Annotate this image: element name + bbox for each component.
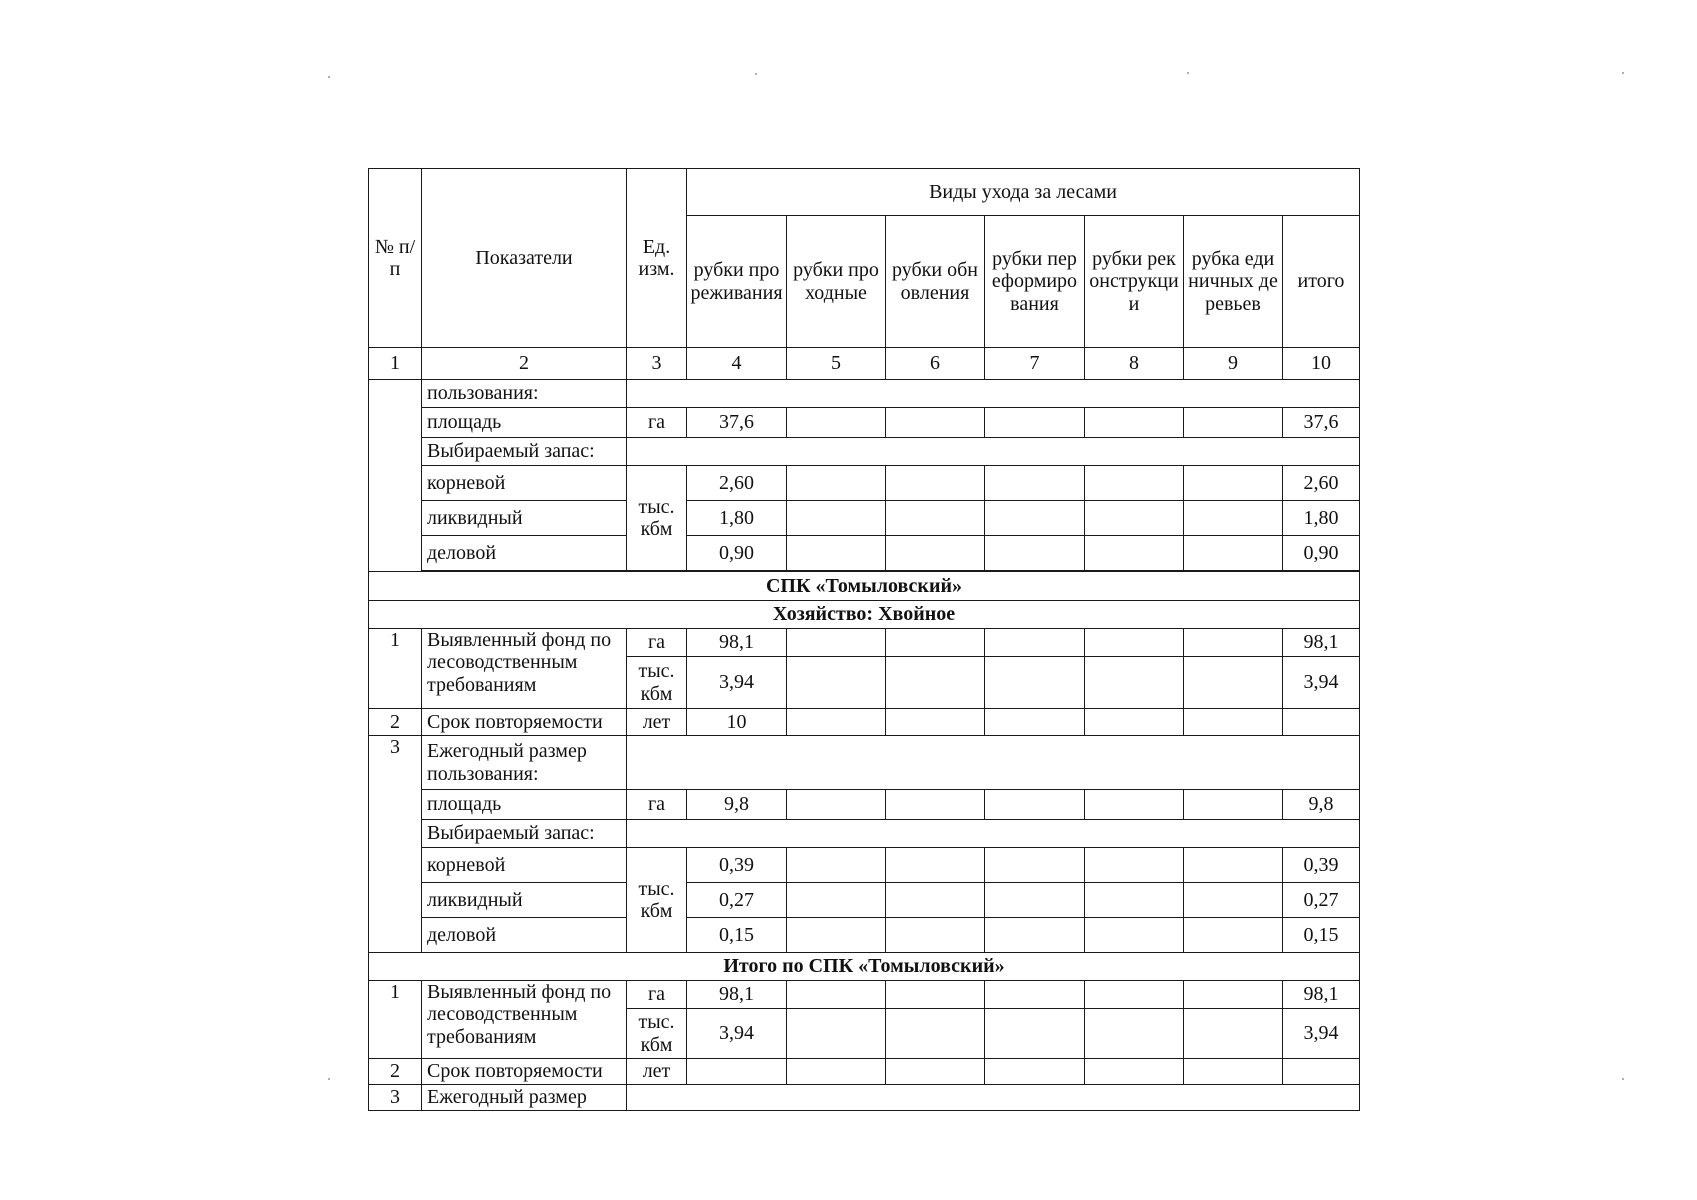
value-cell: 98,1 [687, 629, 787, 657]
empty-cell [787, 848, 886, 883]
col-number: 9 [1184, 348, 1283, 380]
empty-cell [1184, 466, 1283, 501]
empty-span [627, 820, 1360, 848]
empty-cell [886, 466, 985, 501]
empty-cell [985, 408, 1085, 438]
empty-cell [985, 1009, 1085, 1059]
empty-cell [1085, 629, 1184, 657]
header-type-reformation: рубки переформирования [985, 216, 1085, 348]
scan-speck [755, 73, 757, 75]
empty-cell [985, 918, 1085, 953]
area-label: площадь [422, 790, 627, 820]
header-type-reconstruction: рубки реконструкции [1085, 216, 1184, 348]
total-cell: 37,6 [1283, 408, 1360, 438]
empty-cell [1184, 848, 1283, 883]
annual-label: Ежегодный размер пользования: [422, 736, 627, 790]
empty-cell [1184, 501, 1283, 536]
total-cell: 0,27 [1283, 883, 1360, 918]
empty-cell [985, 709, 1085, 736]
empty-cell [985, 657, 1085, 709]
business-label: деловой [422, 918, 627, 953]
root-label: корневой [422, 466, 627, 501]
row-number: 3 [369, 736, 422, 953]
empty-cell [985, 790, 1085, 820]
header-indicator: Показатели [422, 169, 627, 348]
empty-cell [1283, 1059, 1360, 1085]
fund-label: Выявленный фонд по лесоводственным требованиям [422, 981, 627, 1059]
empty-cell [787, 501, 886, 536]
row-number: 2 [369, 709, 422, 736]
empty-cell [1085, 918, 1184, 953]
unit-cell: тыс. кбм [627, 1009, 687, 1059]
unit-cell: га [627, 408, 687, 438]
empty-cell [886, 536, 985, 571]
empty-cell [787, 1009, 886, 1059]
empty-cell [1085, 848, 1184, 883]
root-label: корневой [422, 848, 627, 883]
business-label: деловой [422, 536, 627, 571]
area-label: площадь [422, 408, 627, 438]
row-number: 1 [369, 629, 422, 709]
empty-cell [1085, 709, 1184, 736]
empty-cell [1085, 883, 1184, 918]
empty-cell [1085, 981, 1184, 1009]
empty-span [627, 736, 1360, 790]
empty-cell [1184, 883, 1283, 918]
total-cell: 1,80 [1283, 501, 1360, 536]
forest-care-table [368, 168, 1360, 1111]
stock-label: Выбираемый запас: [422, 820, 627, 848]
empty-cell [1184, 981, 1283, 1009]
empty-cell [886, 981, 985, 1009]
empty-cell [985, 848, 1085, 883]
empty-span [627, 1085, 1360, 1111]
empty-cell [687, 1059, 787, 1085]
unit-cell: га [627, 629, 687, 657]
fund-label: Выявленный фонд по лесоводственным требованиям [422, 629, 627, 709]
empty-cell [1184, 536, 1283, 571]
value-cell: 0,90 [687, 536, 787, 571]
empty-cell [787, 536, 886, 571]
empty-cell [1085, 408, 1184, 438]
empty-cell [1085, 536, 1184, 571]
empty-cell [985, 981, 1085, 1009]
usage-label: пользования: [422, 380, 627, 408]
empty-cell [1184, 657, 1283, 709]
empty-cell [1085, 657, 1184, 709]
value-cell: 3,94 [687, 1009, 787, 1059]
total-cell: 3,94 [1283, 657, 1360, 709]
header-type-total: итого [1283, 216, 1360, 348]
empty-cell [1085, 1009, 1184, 1059]
empty-cell [886, 790, 985, 820]
empty-cell [886, 848, 985, 883]
value-cell: 1,80 [687, 501, 787, 536]
empty-cell [1184, 790, 1283, 820]
value-cell: 0,39 [687, 848, 787, 883]
empty-cell [1085, 1059, 1184, 1085]
empty-cell [886, 629, 985, 657]
empty-cell [1085, 466, 1184, 501]
empty-cell [985, 1059, 1085, 1085]
annual-label: Ежегодный размер [422, 1085, 627, 1111]
empty-cell [985, 629, 1085, 657]
empty-cell [886, 883, 985, 918]
unit-cell: га [627, 790, 687, 820]
empty-cell [985, 883, 1085, 918]
empty-cell [1184, 629, 1283, 657]
empty-cell [886, 501, 985, 536]
unit-cell: лет [627, 709, 687, 736]
num-cell-empty [369, 380, 422, 572]
empty-cell [985, 536, 1085, 571]
empty-cell [886, 657, 985, 709]
period-label: Срок повторяемости [422, 1059, 627, 1085]
liquid-label: ликвидный [422, 501, 627, 536]
total-cell: 0,15 [1283, 918, 1360, 953]
empty-cell [787, 657, 886, 709]
empty-cell [787, 629, 886, 657]
section-spk-title: СПК «Томыловский» [369, 572, 1360, 601]
empty-cell [1085, 501, 1184, 536]
header-group-title: Виды ухода за лесами [687, 169, 1360, 216]
scan-speck [328, 76, 330, 78]
value-cell: 98,1 [687, 981, 787, 1009]
col-number: 3 [627, 348, 687, 380]
total-cell: 9,8 [1283, 790, 1360, 820]
empty-span [627, 438, 1360, 466]
scan-speck [328, 1078, 330, 1080]
unit-cell: га [627, 981, 687, 1009]
empty-cell [1184, 709, 1283, 736]
empty-cell [787, 790, 886, 820]
empty-span [627, 380, 1360, 408]
empty-cell [1085, 790, 1184, 820]
row-number: 1 [369, 981, 422, 1059]
col-number: 8 [1085, 348, 1184, 380]
empty-cell [787, 709, 886, 736]
col-number: 5 [787, 348, 886, 380]
total-cell: 0,39 [1283, 848, 1360, 883]
value-cell: 0,15 [687, 918, 787, 953]
empty-cell [886, 709, 985, 736]
value-cell: 2,60 [687, 466, 787, 501]
scan-speck [1187, 72, 1189, 74]
total-cell: 2,60 [1283, 466, 1360, 501]
value-cell: 37,6 [687, 408, 787, 438]
total-cell: 3,94 [1283, 1009, 1360, 1059]
empty-cell [787, 981, 886, 1009]
empty-cell [787, 883, 886, 918]
total-cell: 98,1 [1283, 981, 1360, 1009]
header-type-passage: рубки проходные [787, 216, 886, 348]
empty-cell [886, 1009, 985, 1059]
empty-cell [985, 466, 1085, 501]
empty-cell [1283, 709, 1360, 736]
section-total-title: Итого по СПК «Томыловский» [369, 953, 1360, 981]
col-number: 1 [369, 348, 422, 380]
scan-speck [1622, 1078, 1624, 1080]
total-cell: 98,1 [1283, 629, 1360, 657]
value-cell: 0,27 [687, 883, 787, 918]
empty-cell [1184, 1009, 1283, 1059]
empty-cell [1184, 918, 1283, 953]
section-economy-title: Хозяйство: Хвойное [369, 601, 1360, 629]
value-cell: 3,94 [687, 657, 787, 709]
period-label: Срок повторяемости [422, 709, 627, 736]
empty-cell [985, 501, 1085, 536]
scan-speck [1622, 72, 1624, 74]
col-number: 7 [985, 348, 1085, 380]
liquid-label: ликвидный [422, 883, 627, 918]
unit-cell: тыс. кбм [627, 466, 687, 571]
empty-cell [1184, 1059, 1283, 1085]
col-number: 2 [422, 348, 627, 380]
header-type-thinning: рубки прореживания [687, 216, 787, 348]
unit-cell: лет [627, 1059, 687, 1085]
empty-cell [787, 466, 886, 501]
empty-cell [787, 1059, 886, 1085]
empty-cell [787, 408, 886, 438]
row-number: 3 [369, 1085, 422, 1111]
empty-cell [1184, 408, 1283, 438]
col-number: 6 [886, 348, 985, 380]
header-num: № п/п [369, 169, 422, 348]
col-number: 4 [687, 348, 787, 380]
header-unit: Ед. изм. [627, 169, 687, 348]
empty-cell [886, 408, 985, 438]
empty-cell [787, 918, 886, 953]
row-number: 2 [369, 1059, 422, 1085]
header-type-renewal: рубки обновления [886, 216, 985, 348]
unit-cell: тыс. кбм [627, 848, 687, 953]
total-cell: 0,90 [1283, 536, 1360, 571]
col-number: 10 [1283, 348, 1360, 380]
stock-label: Выбираемый запас: [422, 438, 627, 466]
unit-cell: тыс. кбм [627, 657, 687, 709]
header-type-single-trees: рубка единичных деревьев [1184, 216, 1283, 348]
value-cell: 9,8 [687, 790, 787, 820]
empty-cell [886, 1059, 985, 1085]
value-cell: 10 [687, 709, 787, 736]
empty-cell [886, 918, 985, 953]
